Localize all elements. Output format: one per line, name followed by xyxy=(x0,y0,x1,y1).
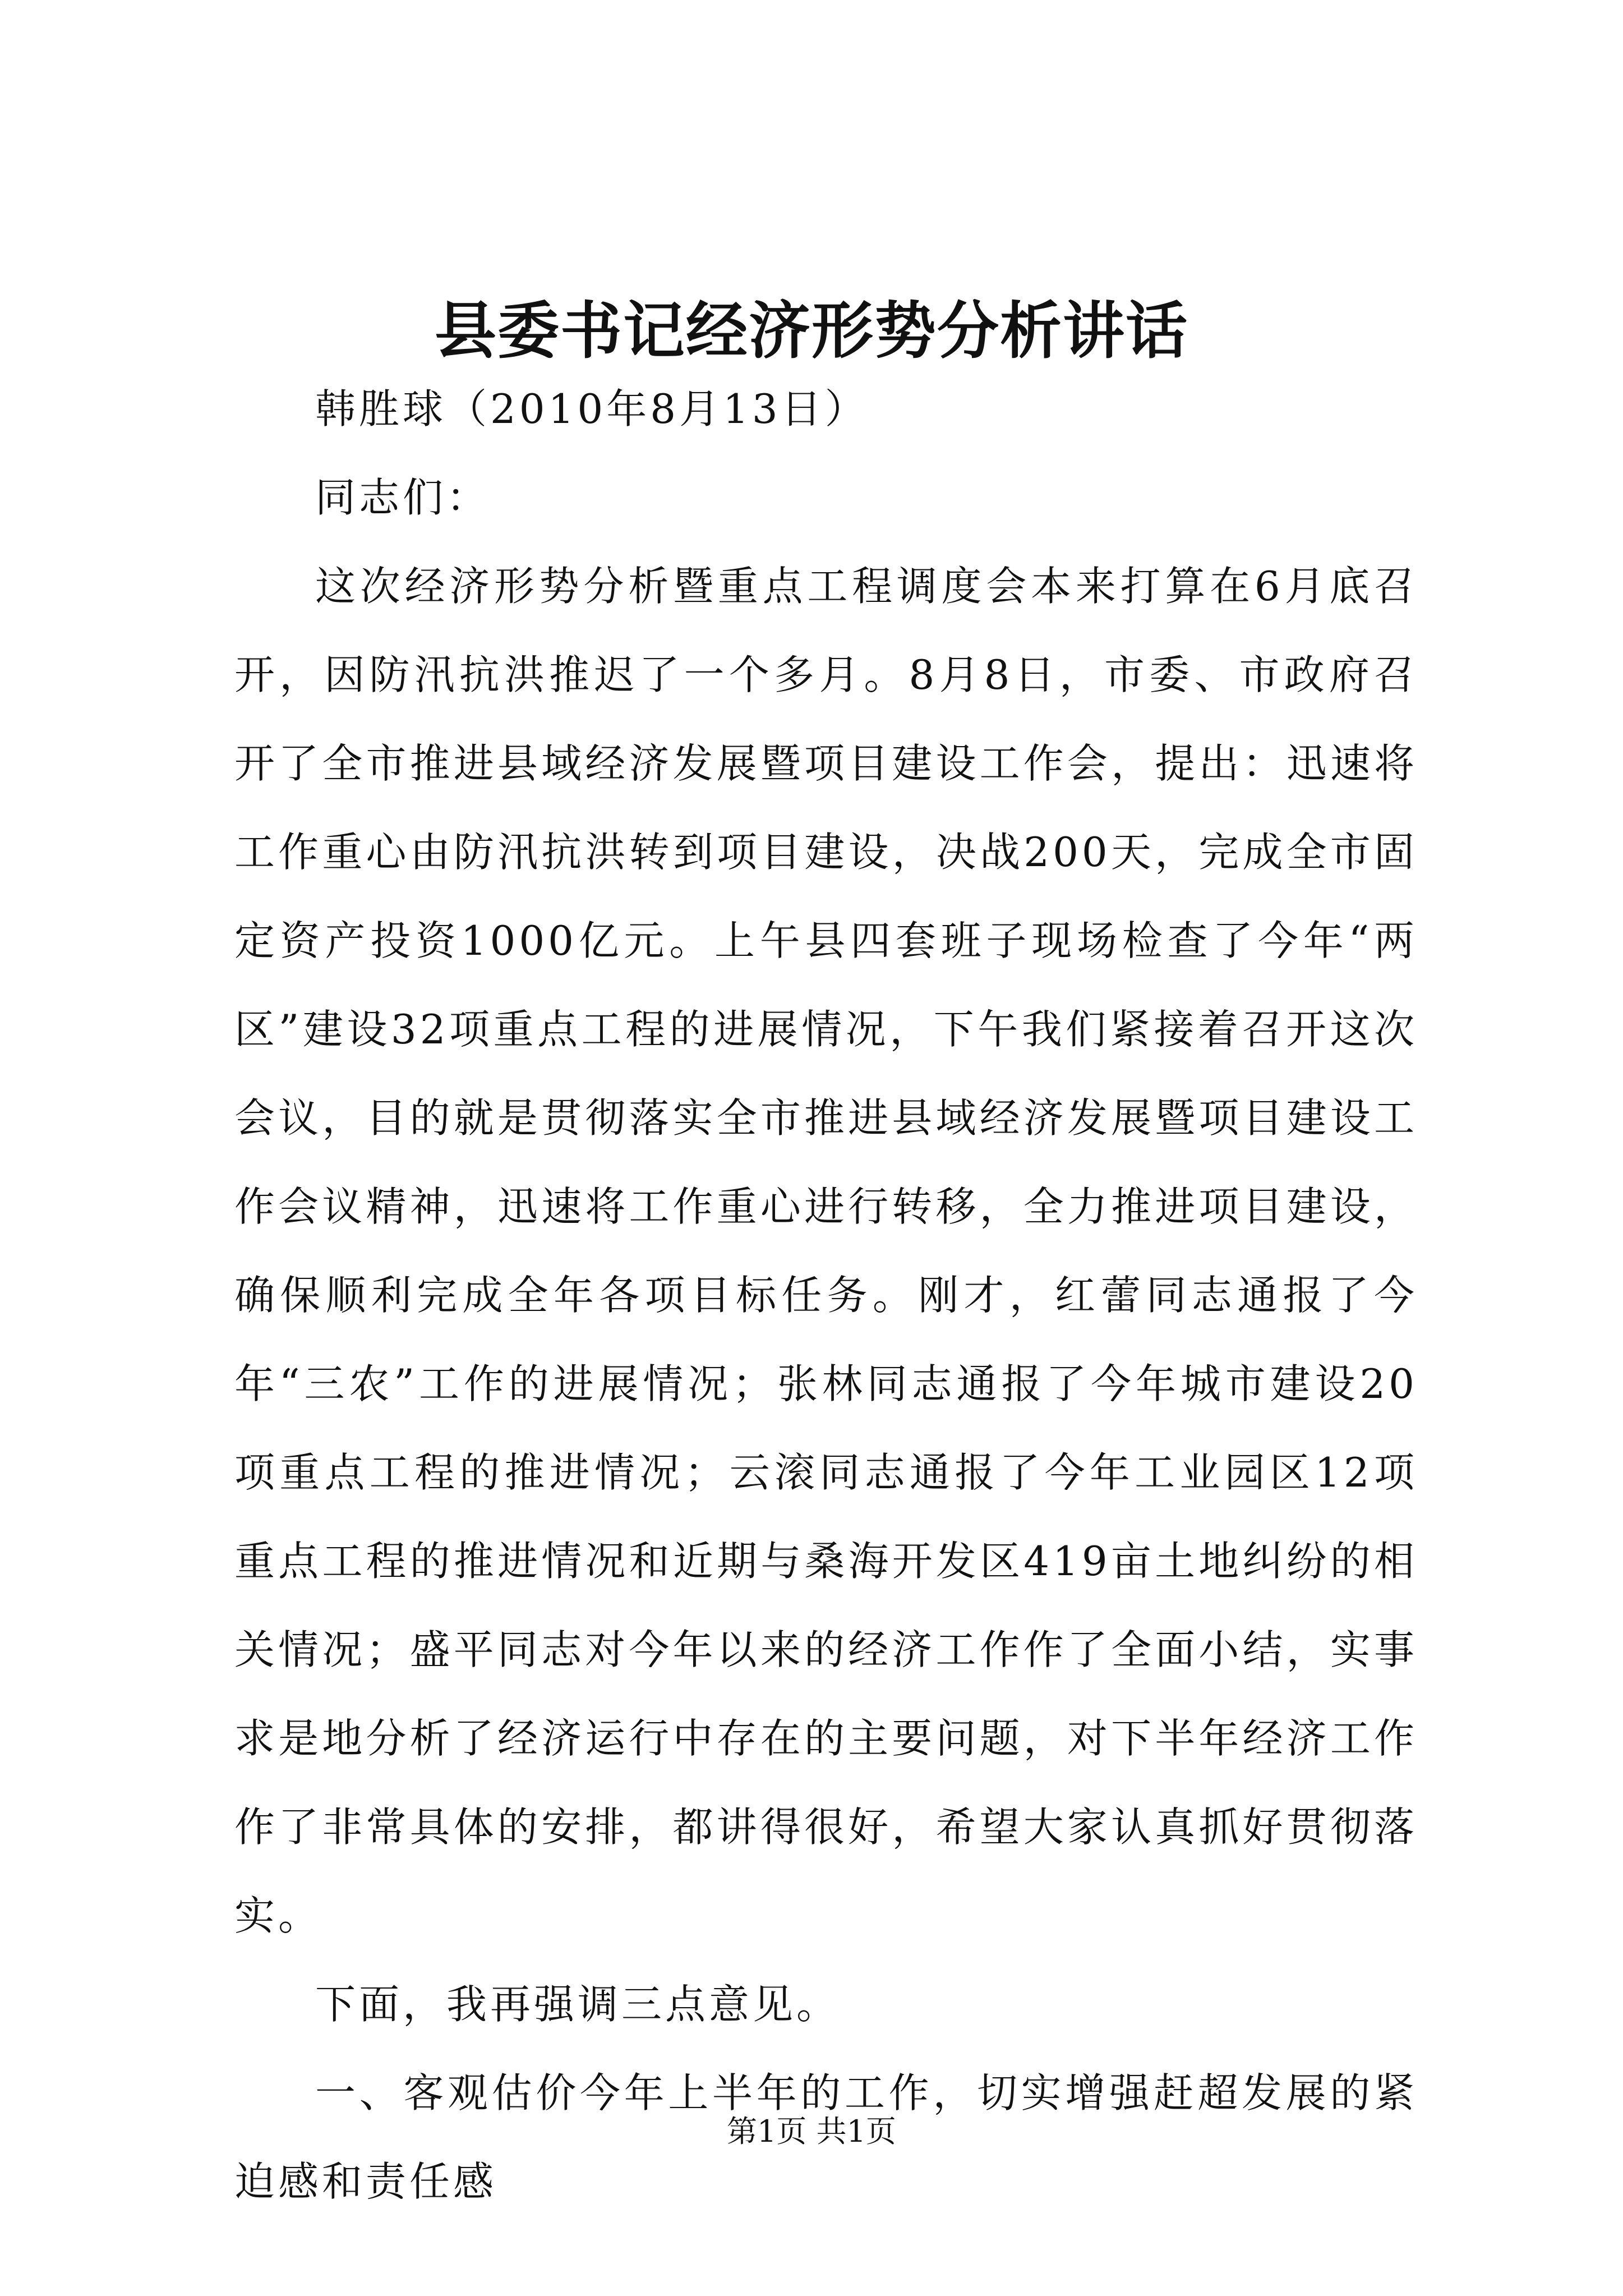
body-paragraph-transition: 下面，我再强调三点意见。 xyxy=(315,1981,841,2028)
page-footer: 第1页 共1页 xyxy=(727,2114,896,2149)
document-body xyxy=(234,365,1418,2226)
salutation: 同志们： xyxy=(315,474,491,521)
document-title: 县委书记经济形势分析讲话 xyxy=(435,295,1188,367)
body-paragraph-intro: 这次经济形势分析暨重点工程调度会本来打算在6月底召开，因防汛抗洪推迟了一个多月。8月8日，市委、市政府召开了全市推进县域经济发展暨项目建设工作会，提出：迅速将工作重心由防汛抗洪转到项目建设，决战200天，完成全市固定资产投资1000亿元。上午县四套班子现场检查了今年“两区”建设32项重点工程的进展情况，下午我们紧接着召开这次会议，目的就是贯彻落实全市推进县域经济发展暨项目建设工作会议精神，迅速将工作重心进行转移，全力推进项目建设，确保顺利完成全年各项目标任务。刚才，红蕾同志通报了今年“三农”工作的进展情况；张林同志通报了今年城市建设20项重点工程的推进情况；云滚同志通报了今年工业园区12项重点工程的推进情况和近期与桑海开发区419亩土地纠纷的相关情况；盛平同志对今年以来的经济工作作了全面小结，实事求是地分析了经济运行中存在的主要问题，对下半年经济工作作了非常具体的安排，都讲得很好，希望大家认真抓好贯彻落实。 xyxy=(234,563,1418,1939)
author-date-line: 韩胜球（2010年8月13日） xyxy=(315,385,869,432)
section-heading-one: 一、客观估价今年上半年的工作，切实增强赶超发展的紧迫感和责任感 xyxy=(234,2069,1418,2205)
